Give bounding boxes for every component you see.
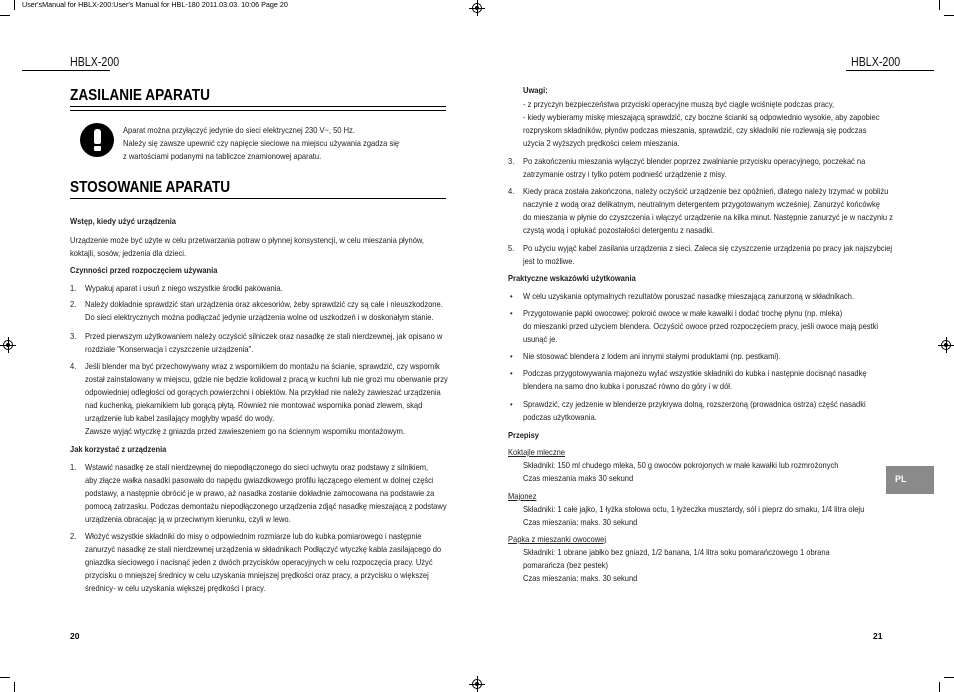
header-rule-left	[22, 70, 110, 71]
recipe-line: Czas mieszania maks 30 sekund	[523, 473, 634, 483]
bullet-icon: •	[510, 399, 513, 409]
list-number: 5.	[508, 243, 515, 253]
list-item-line: jest to możliwe.	[523, 256, 575, 266]
crop-mark	[939, 682, 940, 692]
tip-line: Nie stosować blendera z lodem ani innymi stałymi produktami (np. pestkami).	[523, 351, 781, 361]
notes-line: użycia 2 wyższych prędkości celem mieszania.	[523, 138, 680, 148]
recipe-name: Majonez	[508, 491, 537, 501]
list-item-line: rozdziale "Konserwacja i czyszczenie urządzenia".	[85, 344, 254, 354]
crop-mark	[939, 0, 940, 10]
list-item-line: pomocą zatrzasku. Podczas demontażu niepodłączonego urządzenia zdjąć nasadkę mieszającą z podstawy	[85, 501, 447, 511]
list-item-line: Do sieci elektrycznych można podłączać jedynie urządzenia wolne od uszkodzeń i w doskonałym stanie.	[85, 312, 434, 322]
list-item-line: Kiedy praca została zakończona, należy oczyścić urządzenie bez opóźnień, dlatego należy trzymać w pobliżu	[523, 186, 889, 196]
list-item-line: Wstawić nasadkę ze stali nierdzewnej do niepodłączonego do sieci uchwytu oraz podstawy z silnikiem,	[85, 462, 429, 472]
recipe-line: pomarańcza (bez pestek)	[523, 560, 609, 570]
list-item-line: urządzenia obracając ją w przeciwnym kierunku, czyli w lewo.	[85, 514, 291, 524]
list-number: 3.	[70, 331, 77, 341]
power-text-line: Należy się zawsze upewnić czy napięcie sieciowe na miejscu używania zgadza się	[123, 138, 400, 148]
recipe-line: Składniki: 1 obrane jabłko bez gniazd, 1/2 banana, 1/4 litra soku pomarańczowego 1 obrana	[523, 547, 830, 557]
list-item-line: przycisku o mniejszej średnicy w celu uzyskania mniejszej prędkości oraz pracy, a przycisku o większej	[85, 570, 429, 580]
list-item-line: nad kuchenką, piekarnikiem lub gorącą płytą. Również nie montować wspornika ponad zlewem, skąd	[85, 400, 423, 410]
registration-mark-left	[0, 337, 16, 353]
recipe-line: Czas mieszania: maks. 30 sekund	[523, 517, 638, 527]
list-number: 4.	[70, 361, 77, 371]
header-rule-right	[846, 70, 934, 71]
recipe-line: Składniki: 150 ml chudego mleka, 50 g owoców pokrojonych w małe kawałki lub rozmrożonych	[523, 460, 839, 470]
bullet-icon: •	[510, 308, 513, 318]
recipe-line: Składniki: 1 całe jajko, 1 łyżka stołowa octu, 1 łyżeczka musztardy, sól i pieprz do smaku, 1/4 litra oleju	[523, 504, 865, 514]
list-item-line: Jeśli blender ma być przechowywany wraz z wspornikiem do montażu na ścianie, sprawdzić, czy wspornik	[85, 361, 440, 371]
crop-mark	[0, 15, 10, 16]
list-item-line: Po użyciu wyjąć kabel zasilania urządzenia z sieci. Zaleca się czyszczenie urządzenia po pracy jak najszybciej	[523, 243, 893, 253]
list-item-line: Przed pierwszym użytkowaniem należy oczyścić silniczek oraz nasadkę ze stali nierdzewnej, jak opisano w	[85, 331, 443, 341]
section-rule	[70, 198, 446, 199]
tip-line: usunąć je.	[523, 334, 558, 344]
language-badge	[886, 466, 934, 494]
notes-heading: Uwagi:	[523, 85, 548, 95]
bullet-icon: •	[510, 291, 513, 301]
notes-line: - kiedy wybieramy miskę mieszającą sprawdzić, czy boczne ścianki są odpowiednio wysokie, aby zapobiec	[523, 112, 880, 122]
list-item-line: zatrzymanie ostrzy i tylko potem podnieść urządzenie z misy.	[523, 169, 727, 179]
registration-mark-top	[469, 0, 485, 16]
subheading-practical-tips: Praktyczne wskazówki użytkowania	[508, 273, 636, 283]
list-item-line: został zainstalowany w miejscu, gdzie nie będzie kolidował z pracą w kuchni lub nie grozi mu oberwanie przy	[85, 374, 448, 384]
section-rule	[70, 106, 446, 107]
list-number: 3.	[508, 156, 515, 166]
subheading-intro: Wstęp, kiedy użyć urządzenia	[70, 216, 176, 226]
list-item-line: do mieszania w płynie do czyszczenia i włączyć urządzenie na kilka minut. Następnie zanurzyć je w naczyniu z	[523, 212, 893, 222]
list-number: 1.	[70, 283, 77, 293]
tip-line: Przygotowanie papki owocowej: pokroić owoce w małe kawałki i dodać trochę płynu (np. mleka)	[523, 308, 843, 318]
list-item-line: Włożyć wszystkie składniki do misy o odpowiednim rozmiarze lub do kubka pomiarowego i następnie	[85, 531, 422, 541]
section-title-usage: STOSOWANIE APARATU	[70, 179, 231, 196]
list-item-line: gniazdka sieciowego i nacisnąć jeden z dwóch przycisków operacyjnych w celu rozpoczęcia pracy. Użyć	[85, 557, 433, 567]
recipe-name: Koktajle mleczne	[508, 447, 565, 457]
power-text-line: Aparat można przyłączyć jedynie do sieci elektrycznej 230 V~, 50 Hz.	[123, 125, 355, 135]
crop-mark	[14, 682, 15, 692]
list-number: 1.	[70, 462, 77, 472]
list-number: 2.	[70, 299, 77, 309]
list-item-line: zanurzyć nasadkę ze stali nierdzewnej urządzenia w składnikach Podłączyć wtyczkę kabla zasilającego do	[85, 544, 442, 554]
page-number-left: 20	[70, 631, 80, 641]
tip-line: blendera na samo dno kubka i poruszać równo do góry i w dół.	[523, 381, 733, 391]
notes-line: rozpryskom składników, płynów podczas mieszania, sprawdzić, czy składniki nie rozlewają się podczas	[523, 125, 867, 135]
list-number: 2.	[70, 531, 77, 541]
tip-line: do mieszanki przed użyciem blendera. Oczyścić owoce przed rozpoczęciem pracy, jeśli owoce mają pestki	[523, 321, 879, 331]
registration-mark-right	[938, 337, 954, 353]
notes-line: - z przyczyn bezpieczeństwa przyciski operacyjne muszą być ciągle wciśnięte podczas pracy,	[523, 99, 835, 109]
list-item-line: aby złącze wałka nasadki pasowało do napędu gwiazdkowego profilu łączącego element w dolnej części	[85, 475, 434, 485]
bullet-icon: •	[510, 368, 513, 378]
warning-exclamation-icon	[80, 123, 114, 157]
list-number: 4.	[508, 186, 515, 196]
recipe-name: Papka z mieszanki owocowej	[508, 534, 607, 544]
intro-text-line: koktajli, sosów, jedzenia dla dzieci.	[70, 248, 187, 258]
power-text-line: z wartościami podanymi na tabliczce znamionowej aparatu.	[123, 151, 322, 161]
crop-mark	[944, 15, 954, 16]
list-item-line: odpowiedniej odległości od gorących powierzchni i obiektów. Na przykład nie należy zawieszać urządzenia	[85, 387, 441, 397]
list-item-line: Po zakończeniu mieszania wyłączyć blender poprzez zwalnianie przycisku operacyjnego, poczekać na	[523, 156, 866, 166]
crop-mark	[944, 677, 954, 678]
file-header-text: User'sManual for HBLX-200:User's Manual for HBL-180 2011.03.03. 10:06 Page 20	[22, 0, 288, 9]
subheading-how-to-use: Jak korzystać z urządzenia	[70, 444, 167, 454]
list-item-line: naczynie z wodą oraz delikatnym, neutralnym detergentem przygotowanym wcześniej. Zanurzyć końcówkę	[523, 199, 880, 209]
tip-line: podczas użytkowania.	[523, 412, 597, 422]
tip-line: W celu uzyskania optymalnych rezultatów poruszać nasadkę mieszającą zanurzoną w składnikach.	[523, 291, 854, 301]
section-title-power: ZASILANIE APARATU	[70, 87, 210, 104]
language-badge-label: PL	[895, 474, 907, 484]
list-item-line: Zawsze wyjąć wtyczkę z gniazda przed zawieszeniem go na ściennym wsporniku montażowym.	[85, 426, 406, 436]
list-item-line: urządzenie lub kabel zasilający mogłyby wpaść do wody.	[85, 413, 275, 423]
section-rule	[70, 110, 446, 111]
tip-line: Sprawdzić, czy jedzenie w blenderze przykrywa dolną, rozszerzoną (prowadnica ostrza) część nasadki	[523, 399, 866, 409]
registration-mark-bottom	[469, 676, 485, 692]
model-label-right: HBLX-200	[851, 54, 901, 69]
model-label-left: HBLX-200	[70, 54, 120, 69]
list-item-line: średnicy- w celu uzyskania większej prędkości i pracy.	[85, 583, 266, 593]
intro-text-line: Urządzenie może być użyte w celu przetwarzania potraw o płynnej konsystencji, w celu mieszania płynów,	[70, 235, 425, 245]
crop-mark	[14, 0, 15, 10]
list-item-line: Należy dokładnie sprawdzić stan urządzenia oraz akcesoriów, żeby sprawdzić czy są całe i nieuszkodzone.	[85, 299, 443, 309]
list-item-line: Wypakuj aparat i usuń z niego wszystkie środki pakowania.	[85, 283, 283, 293]
recipe-line: Czas mieszania: maks. 30 sekund	[523, 573, 638, 583]
tip-line: Podczas przygotowywania majonezu wylać wszystkie składniki do kubka i następnie docisnąć nasadkę	[523, 368, 867, 378]
crop-mark	[0, 677, 10, 678]
list-item-line: podstawy, a następnie obrócić je w prawo, aż nasadka zostanie dokładnie zamocowana na podstawie za	[85, 488, 435, 498]
list-item-line: czystą wodą i opłukać pozostałości detergentu z nasadki.	[523, 225, 715, 235]
subheading-recipes: Przepisy	[508, 430, 540, 440]
page-number-right: 21	[873, 631, 883, 641]
bullet-icon: •	[510, 351, 513, 361]
subheading-preparation: Czynności przed rozpoczęciem używania	[70, 265, 218, 275]
